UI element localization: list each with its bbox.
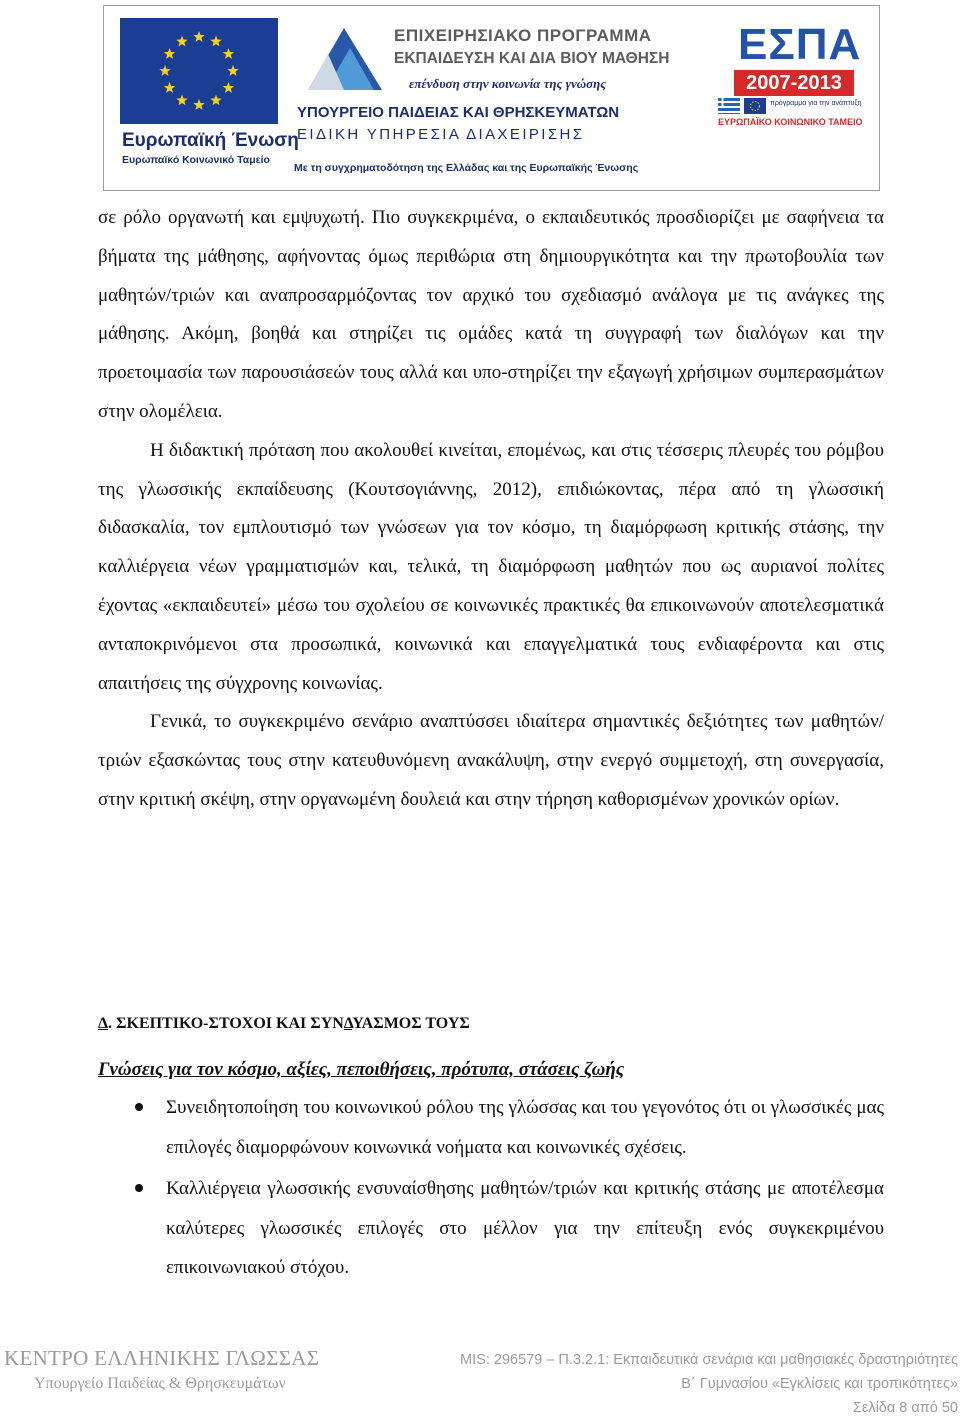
operational-programme-logo-icon	[304, 24, 386, 94]
eu-flag-icon	[120, 18, 278, 124]
goals-list	[98, 1088, 884, 1290]
programme-title: ΕΠΙΧΕΙΡΗΣΙΑΚΟ ΠΡΟΓΡΑΜΜΑ	[394, 26, 652, 45]
espa-wordmark: ΕΣΠΑ	[738, 20, 862, 69]
footer-page-number: Σελίδα 8 από 50	[852, 1400, 958, 1416]
heading-letter: Δ	[98, 1015, 109, 1032]
espa-logo	[704, 12, 876, 152]
list-item	[98, 1169, 884, 1288]
heading-text-end: ΥΑΣΜΟΣ ΤΟΥΣ	[352, 1015, 470, 1032]
bullet-icon	[135, 1184, 143, 1192]
espa-years: 2007-2013	[734, 70, 854, 96]
programme-slogan: επένδυση στην κοινωνία της γνώσης	[409, 76, 607, 91]
footer-ministry: Υπουργείο Παιδείας & Θρησκευμάτων	[34, 1375, 286, 1392]
list-item	[98, 1088, 884, 1167]
heading-letter: Δ	[343, 1015, 353, 1032]
footer-mis: MIS: 296579 – Π.3.2.1: Εκπαιδευτικά σενάρια και μαθησιακές δραστηριότητες	[460, 1352, 958, 1368]
paragraph: Γενικά, το συγκεκριμένο σενάριο αναπτύσσει ιδιαίτερα σημαντικές δεξιότητες των μαθητών/τριών εξασκώντας τους στην κατευθυνόμενη ανακάλυψη, στην ενεργό συμμετοχή, στη συνεργασία, στην κριτική σκέψη, στην οργανωμένη δουλειά και στην τήρηση καθορισμένων χρονικών ορίων.	[98, 711, 884, 810]
cofunding-line: Με τη συγχρηματοδότηση της Ελλάδας και της Ευρωπαϊκής Ένωσης	[294, 162, 639, 174]
eu-logo	[104, 6, 299, 190]
esf-label: ΕΥΡΩΠΑΪΚΟ ΚΟΙΝΩΝΙΚΟ ΤΑΜΕΙΟ	[718, 117, 863, 127]
programme-subtitle: ΕΚΠΑΙΔΕΥΣΗ ΚΑΙ ΔΙΑ ΒΙΟΥ ΜΑΘΗΣΗ	[394, 50, 670, 67]
section-heading	[98, 1012, 470, 1036]
header-banner	[103, 5, 880, 191]
eu-fund-label: Ευρωπαϊκό Κοινωνικό Ταμείο	[122, 154, 270, 166]
main-content	[98, 199, 884, 820]
list-item-text: Καλλιέργεια γλωσσικής ενσυναίσθησης μαθητών/τριών και κριτικής στάσης με αποτέλεσμα καλύτερες γλωσσικές επιλογές στο μέλλον για την επίτευξη ενός συγκεκριμένου επικοινωνιακού στόχου.	[166, 1178, 884, 1278]
footer-organization: ΚΕΝΤΡΟ ΕΛΛΗΝΙΚΗΣ ΓΛΩΣΣΑΣ	[4, 1346, 320, 1370]
list-item-text: Συνειδητοποίηση του κοινωνικού ρόλου της γλώσσας και του γεγονότος ότι οι γλωσσικές μας επιλογές διαμορφώνουν κοινωνικά νοήματα και κοινωνικές σχέσεις.	[166, 1097, 884, 1158]
agency-name: ΕΙΔΙΚΗ ΥΠΗΡΕΣΙΑ ΔΙΑΧΕΙΡΙΣΗΣ	[297, 126, 585, 143]
espa-programme-label: πρόγραμμα για την ανάπτυξη	[770, 100, 862, 107]
paragraph: σε ρόλο οργανωτή και εμψυχωτή. Πιο συγκεκριμένα, ο εκπαιδευτικός προσδιορίζει με σαφήνεια τα βήματα της μάθησης, αφήνοντας όμως περιθώρια στη δημιουργικότητα και την πρωτοβουλία των μαθητών/τριών και αναπροσαρμόζοντας τον αρχικό του σχεδιασμό ανάλογα με τις ανάγκες της μάθησης. Ακόμη, βοηθά και στηρίζει τις ομάδες κατά τη συγγραφή των διαλόγων και την προετοιμασία των παρουσιάσεών τους αλλά και υπο-στηρίζει την εξαγωγή χρήσιμων συμπερασμάτων στην ολομέλεια.	[98, 207, 884, 422]
eu-name: Ευρωπαϊκή Ένωση	[122, 130, 299, 151]
heading-text: . ΣΚΕΠΤΙΚΟ-ΣΤΟΧΟΙ ΚΑΙ ΣΥΝ	[108, 1015, 344, 1032]
paragraph: Η διδακτική πρόταση που ακολουθεί κινείται, επομένως, και στις τέσσερις πλευρές του ρόμβου της γλωσσικής εκπαίδευσης (Κουτσογιάννης, 2012), επιδιώκοντας, πέρα από τη γλωσσική διδασκαλία, τον εμπλουτισμό των γνώσεων για τον κόσμο, τη διαμόρφωση κριτικής στάσης, την καλλιέργεια νέων γραμματισμών και, τελικά, τη διαμόρφωση μαθητών που ως αυριανοί πολίτες έχοντας «εκπαιδευτεί» μέσω του σχολείου σε κοινωνικές πρακτικές θα επικοινωνούν αποτελεσματικά ανταποκρινόμενοι στα προσωπικά, κοινωνικά και επαγγελματικά τους ενδιαφέροντα και στις απαιτήσεις της σύγχρονης κοινωνίας.	[98, 439, 884, 694]
bullet-icon	[135, 1103, 143, 1111]
footer-school: Β΄ Γυμνασίου «Εγκλίσεις και τροπικότητες»	[681, 1376, 958, 1392]
subsection-heading: Γνώσεις για τον κόσμο, αξίες, πεποιθήσεις, πρότυπα, στάσεις ζωής	[98, 1059, 625, 1080]
footer-project-info	[460, 1348, 958, 1420]
ministry-name: ΥΠΟΥΡΓΕΙΟ ΠΑΙΔΕΙΑΣ ΚΑΙ ΘΡΗΣΚΕΥΜΑΤΩΝ	[297, 104, 620, 121]
